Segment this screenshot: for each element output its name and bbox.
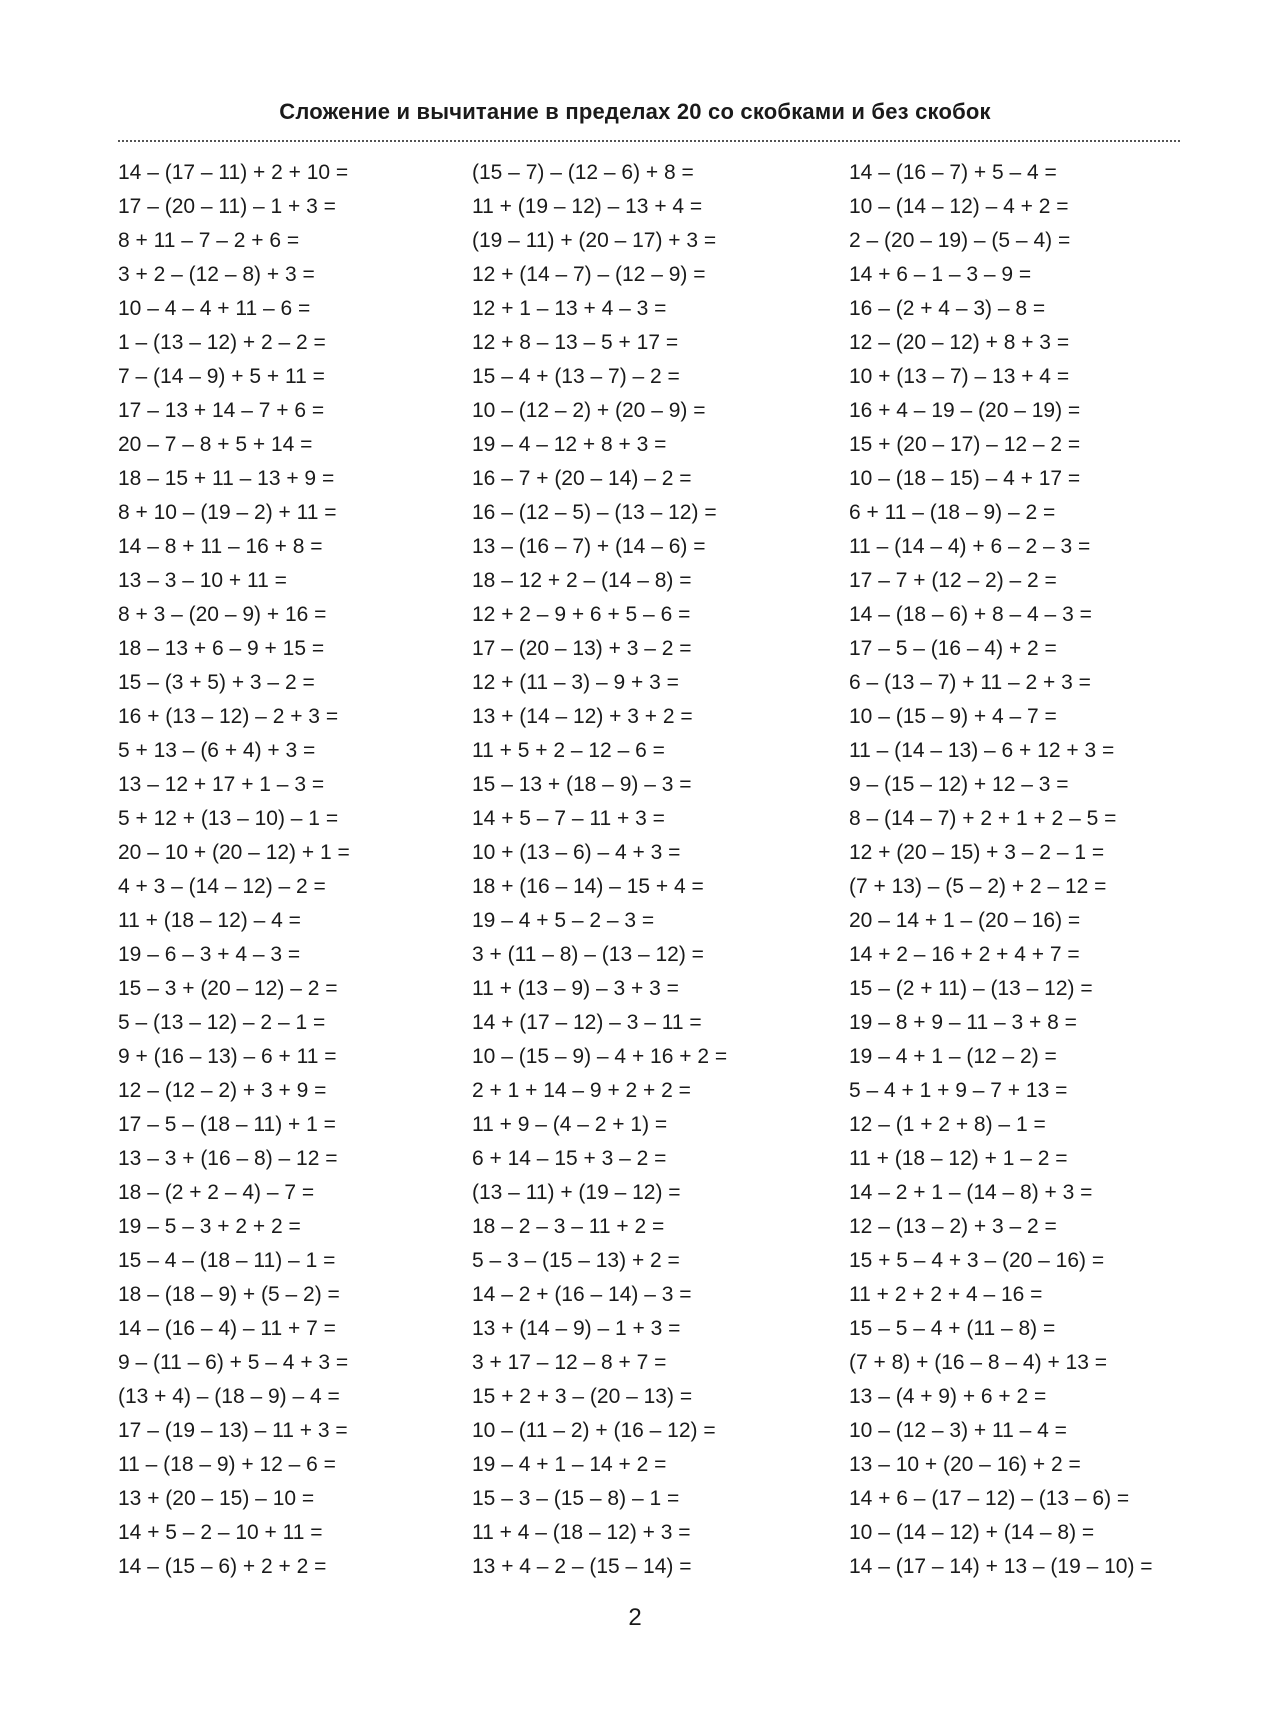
- exercise-item: 5 + 13 – (6 + 4) + 3 =: [118, 739, 316, 762]
- exercise-item: 12 + 2 – 9 + 6 + 5 – 6 =: [472, 603, 691, 626]
- exercise-item: 18 – (2 + 2 – 4) – 7 =: [118, 1181, 315, 1204]
- exercise-item: 3 + (11 – 8) – (13 – 12) =: [472, 943, 704, 966]
- exercise-item: 5 – 4 + 1 + 9 – 7 + 13 =: [849, 1079, 1068, 1102]
- exercise-item: 6 + 11 – (18 – 9) – 2 =: [849, 501, 1056, 524]
- exercise-item: 8 + 11 – 7 – 2 + 6 =: [118, 229, 300, 252]
- exercise-item: 15 – 4 – (18 – 11) – 1 =: [118, 1249, 336, 1272]
- exercise-item: 12 + (11 – 3) – 9 + 3 =: [472, 671, 679, 694]
- exercise-item: 13 – 3 + (16 – 8) – 12 =: [118, 1147, 338, 1170]
- exercise-item: 16 – (2 + 4 – 3) – 8 =: [849, 297, 1046, 320]
- exercise-item: 5 + 12 + (13 – 10) – 1 =: [118, 807, 339, 830]
- exercise-item: 17 – 5 – (16 – 4) + 2 =: [849, 637, 1057, 660]
- exercise-item: 10 – (14 – 12) – 4 + 2 =: [849, 195, 1069, 218]
- exercise-item: 10 – (12 – 3) + 11 – 4 =: [849, 1419, 1067, 1442]
- exercise-item: 19 – 4 + 5 – 2 – 3 =: [472, 909, 655, 932]
- exercise-item: 6 – (13 – 7) + 11 – 2 + 3 =: [849, 671, 1091, 694]
- exercise-item: 10 – (18 – 15) – 4 + 17 =: [849, 467, 1081, 490]
- exercise-item: 2 + 1 + 14 – 9 + 2 + 2 =: [472, 1079, 691, 1102]
- exercise-item: 13 – 10 + (20 – 16) + 2 =: [849, 1453, 1081, 1476]
- exercise-item: 12 + (14 – 7) – (12 – 9) =: [472, 263, 706, 286]
- exercise-item: 13 – 12 + 17 + 1 – 3 =: [118, 773, 325, 796]
- exercise-item: (13 + 4) – (18 – 9) – 4 =: [118, 1385, 340, 1408]
- exercise-item: 11 + (18 – 12) + 1 – 2 =: [849, 1147, 1068, 1170]
- exercise-item: 19 – 5 – 3 + 2 + 2 =: [118, 1215, 301, 1238]
- exercise-item: 11 + (13 – 9) – 3 + 3 =: [472, 977, 679, 1000]
- exercise-item: 15 – 3 + (20 – 12) – 2 =: [118, 977, 338, 1000]
- exercise-item: 13 + (20 – 15) – 10 =: [118, 1487, 315, 1510]
- exercise-item: 14 – (15 – 6) + 2 + 2 =: [118, 1555, 327, 1578]
- exercise-item: 14 – (17 – 11) + 2 + 10 =: [118, 161, 349, 184]
- exercise-item: 14 – 2 + (16 – 14) – 3 =: [472, 1283, 692, 1306]
- exercise-item: 12 + 1 – 13 + 4 – 3 =: [472, 297, 667, 320]
- exercise-item: 1 – (13 – 12) + 2 – 2 =: [118, 331, 326, 354]
- exercise-item: 10 – (15 – 9) – 4 + 16 + 2 =: [472, 1045, 728, 1068]
- exercise-item: (7 + 13) – (5 – 2) + 2 – 12 =: [849, 875, 1107, 898]
- exercise-item: 8 + 10 – (19 – 2) + 11 =: [118, 501, 337, 524]
- exercise-item: 12 + (20 – 15) + 3 – 2 – 1 =: [849, 841, 1105, 864]
- exercise-item: 15 – (3 + 5) + 3 – 2 =: [118, 671, 315, 694]
- exercise-item: 14 – 2 + 1 – (14 – 8) + 3 =: [849, 1181, 1093, 1204]
- exercise-item: 12 – (1 + 2 + 8) – 1 =: [849, 1113, 1046, 1136]
- exercise-item: 20 – 14 + 1 – (20 – 16) =: [849, 909, 1081, 932]
- exercise-item: 16 – 7 + (20 – 14) – 2 =: [472, 467, 692, 490]
- exercise-item: 11 + 2 + 2 + 4 – 16 =: [849, 1283, 1043, 1306]
- exercise-item: 3 + 2 – (12 – 8) + 3 =: [118, 263, 315, 286]
- exercise-item: 13 + 4 – 2 – (15 – 14) =: [472, 1555, 692, 1578]
- exercise-item: 9 + (16 – 13) – 6 + 11 =: [118, 1045, 337, 1068]
- exercise-item: 12 – (20 – 12) + 8 + 3 =: [849, 331, 1070, 354]
- exercise-item: 13 – (4 + 9) + 6 + 2 =: [849, 1385, 1047, 1408]
- page-number: 2: [628, 1604, 642, 1631]
- exercise-item: 10 – (14 – 12) + (14 – 8) =: [849, 1521, 1095, 1544]
- exercise-item: 10 – (15 – 9) + 4 – 7 =: [849, 705, 1057, 728]
- exercise-item: 14 + 6 – 1 – 3 – 9 =: [849, 263, 1032, 286]
- exercise-item: 8 – (14 – 7) + 2 + 1 + 2 – 5 =: [849, 807, 1117, 830]
- exercise-item: 16 – (12 – 5) – (13 – 12) =: [472, 501, 717, 524]
- exercise-item: 14 + 2 – 16 + 2 + 4 + 7 =: [849, 943, 1080, 966]
- exercise-item: 20 – 7 – 8 + 5 + 14 =: [118, 433, 313, 456]
- exercise-item: 15 + 2 + 3 – (20 – 13) =: [472, 1385, 693, 1408]
- exercise-item: 15 + 5 – 4 + 3 – (20 – 16) =: [849, 1249, 1105, 1272]
- exercise-item: 18 – 13 + 6 – 9 + 15 =: [118, 637, 325, 660]
- exercise-item: 12 – (12 – 2) + 3 + 9 =: [118, 1079, 327, 1102]
- exercise-item: 14 + 5 – 2 – 10 + 11 =: [118, 1521, 323, 1544]
- exercise-item: 14 + 6 – (17 – 12) – (13 – 6) =: [849, 1487, 1130, 1510]
- exercise-item: 18 + (16 – 14) – 15 + 4 =: [472, 875, 704, 898]
- exercise-item: 17 – 7 + (12 – 2) – 2 =: [849, 569, 1057, 592]
- exercise-item: 17 – 13 + 14 – 7 + 6 =: [118, 399, 325, 422]
- exercise-item: 18 – 2 – 3 – 11 + 2 =: [472, 1215, 665, 1238]
- exercise-item: 12 – (13 – 2) + 3 – 2 =: [849, 1215, 1057, 1238]
- exercise-item: 11 + 4 – (18 – 12) + 3 =: [472, 1521, 691, 1544]
- exercise-item: 5 – 3 – (15 – 13) + 2 =: [472, 1249, 680, 1272]
- exercise-item: 11 + 9 – (4 – 2 + 1) =: [472, 1113, 668, 1136]
- exercise-item: 15 – 3 – (15 – 8) – 1 =: [472, 1487, 680, 1510]
- exercise-column-2: [472, 157, 727, 1585]
- exercise-item: 14 – (16 – 7) + 5 – 4 =: [849, 161, 1057, 184]
- exercise-item: 10 + (13 – 6) – 4 + 3 =: [472, 841, 681, 864]
- exercise-item: 18 – 15 + 11 – 13 + 9 =: [118, 467, 335, 490]
- exercise-item: 11 + 5 + 2 – 12 – 6 =: [472, 739, 665, 762]
- exercise-item: 4 + 3 – (14 – 12) – 2 =: [118, 875, 326, 898]
- exercise-item: (7 + 8) + (16 – 8 – 4) + 13 =: [849, 1351, 1107, 1374]
- exercise-item: 19 – 8 + 9 – 11 – 3 + 8 =: [849, 1011, 1077, 1034]
- exercise-item: 15 – (2 + 11) – (13 – 12) =: [849, 977, 1093, 1000]
- exercise-item: 13 – (16 – 7) + (14 – 6) =: [472, 535, 706, 558]
- exercise-item: (15 – 7) – (12 – 6) + 8 =: [472, 161, 694, 184]
- exercise-item: 11 + (18 – 12) – 4 =: [118, 909, 301, 932]
- exercise-item: 20 – 10 + (20 – 12) + 1 =: [118, 841, 350, 864]
- exercise-item: 2 – (20 – 19) – (5 – 4) =: [849, 229, 1071, 252]
- exercise-item: 17 – (20 – 13) + 3 – 2 =: [472, 637, 692, 660]
- exercise-item: 18 – 12 + 2 – (14 – 8) =: [472, 569, 692, 592]
- exercise-item: 7 – (14 – 9) + 5 + 11 =: [118, 365, 325, 388]
- exercise-item: 11 – (18 – 9) + 12 – 6 =: [118, 1453, 336, 1476]
- exercise-item: 19 – 4 + 1 – 14 + 2 =: [472, 1453, 667, 1476]
- exercise-item: 17 – 5 – (18 – 11) + 1 =: [118, 1113, 336, 1136]
- exercise-item: 16 + 4 – 19 – (20 – 19) =: [849, 399, 1081, 422]
- exercise-item: 5 – (13 – 12) – 2 – 1 =: [118, 1011, 326, 1034]
- exercise-item: 10 – 4 – 4 + 11 – 6 =: [118, 297, 311, 320]
- exercise-item: 3 + 17 – 12 – 8 + 7 =: [472, 1351, 667, 1374]
- exercise-column-3: [849, 157, 1153, 1585]
- exercise-item: 11 – (14 – 13) – 6 + 12 + 3 =: [849, 739, 1115, 762]
- exercise-item: 19 – 6 – 3 + 4 – 3 =: [118, 943, 301, 966]
- exercise-item: 8 + 3 – (20 – 9) + 16 =: [118, 603, 327, 626]
- exercise-item: 13 – 3 – 10 + 11 =: [118, 569, 287, 592]
- exercise-item: 14 – (18 – 6) + 8 – 4 – 3 =: [849, 603, 1092, 626]
- exercise-item: 14 + 5 – 7 – 11 + 3 =: [472, 807, 665, 830]
- exercise-item: 19 – 4 + 1 – (12 – 2) =: [849, 1045, 1057, 1068]
- exercise-item: (13 – 11) + (19 – 12) =: [472, 1181, 681, 1204]
- exercise-item: 6 + 14 – 15 + 3 – 2 =: [472, 1147, 667, 1170]
- exercise-column-1: [118, 157, 350, 1585]
- exercise-item: 13 + (14 – 9) – 1 + 3 =: [472, 1317, 681, 1340]
- exercise-item: 9 – (11 – 6) + 5 – 4 + 3 =: [118, 1351, 349, 1374]
- exercise-item: 10 + (13 – 7) – 13 + 4 =: [849, 365, 1070, 388]
- exercise-item: 17 – (19 – 13) – 11 + 3 =: [118, 1419, 348, 1442]
- exercise-item: 19 – 4 – 12 + 8 + 3 =: [472, 433, 667, 456]
- exercise-item: 11 + (19 – 12) – 13 + 4 =: [472, 195, 703, 218]
- exercise-item: 15 – 13 + (18 – 9) – 3 =: [472, 773, 692, 796]
- page-title: Сложение и вычитание в пределах 20 со скобками и без скобок: [279, 99, 991, 124]
- exercise-item: 14 – (17 – 14) + 13 – (19 – 10) =: [849, 1555, 1153, 1578]
- exercise-item: 14 – (16 – 4) – 11 + 7 =: [118, 1317, 336, 1340]
- exercise-item: 17 – (20 – 11) – 1 + 3 =: [118, 195, 336, 218]
- exercise-item: 11 – (14 – 4) + 6 – 2 – 3 =: [849, 535, 1091, 558]
- dotted-divider: [118, 140, 1180, 142]
- exercise-item: 10 – (12 – 2) + (20 – 9) =: [472, 399, 706, 422]
- exercise-item: 10 – (11 – 2) + (16 – 12) =: [472, 1419, 716, 1442]
- exercise-item: 15 – 4 + (13 – 7) – 2 =: [472, 365, 680, 388]
- exercise-item: 13 + (14 – 12) + 3 + 2 =: [472, 705, 693, 728]
- exercise-item: 9 – (15 – 12) + 12 – 3 =: [849, 773, 1069, 796]
- exercise-item: (19 – 11) + (20 – 17) + 3 =: [472, 229, 717, 252]
- exercise-item: 15 + (20 – 17) – 12 – 2 =: [849, 433, 1081, 456]
- exercise-item: 15 – 5 – 4 + (11 – 8) =: [849, 1317, 1056, 1340]
- exercise-item: 14 + (17 – 12) – 3 – 11 =: [472, 1011, 702, 1034]
- exercise-item: 12 + 8 – 13 – 5 + 17 =: [472, 331, 679, 354]
- exercise-item: 16 + (13 – 12) – 2 + 3 =: [118, 705, 339, 728]
- exercise-item: 18 – (18 – 9) + (5 – 2) =: [118, 1283, 340, 1306]
- exercise-item: 14 – 8 + 11 – 16 + 8 =: [118, 535, 323, 558]
